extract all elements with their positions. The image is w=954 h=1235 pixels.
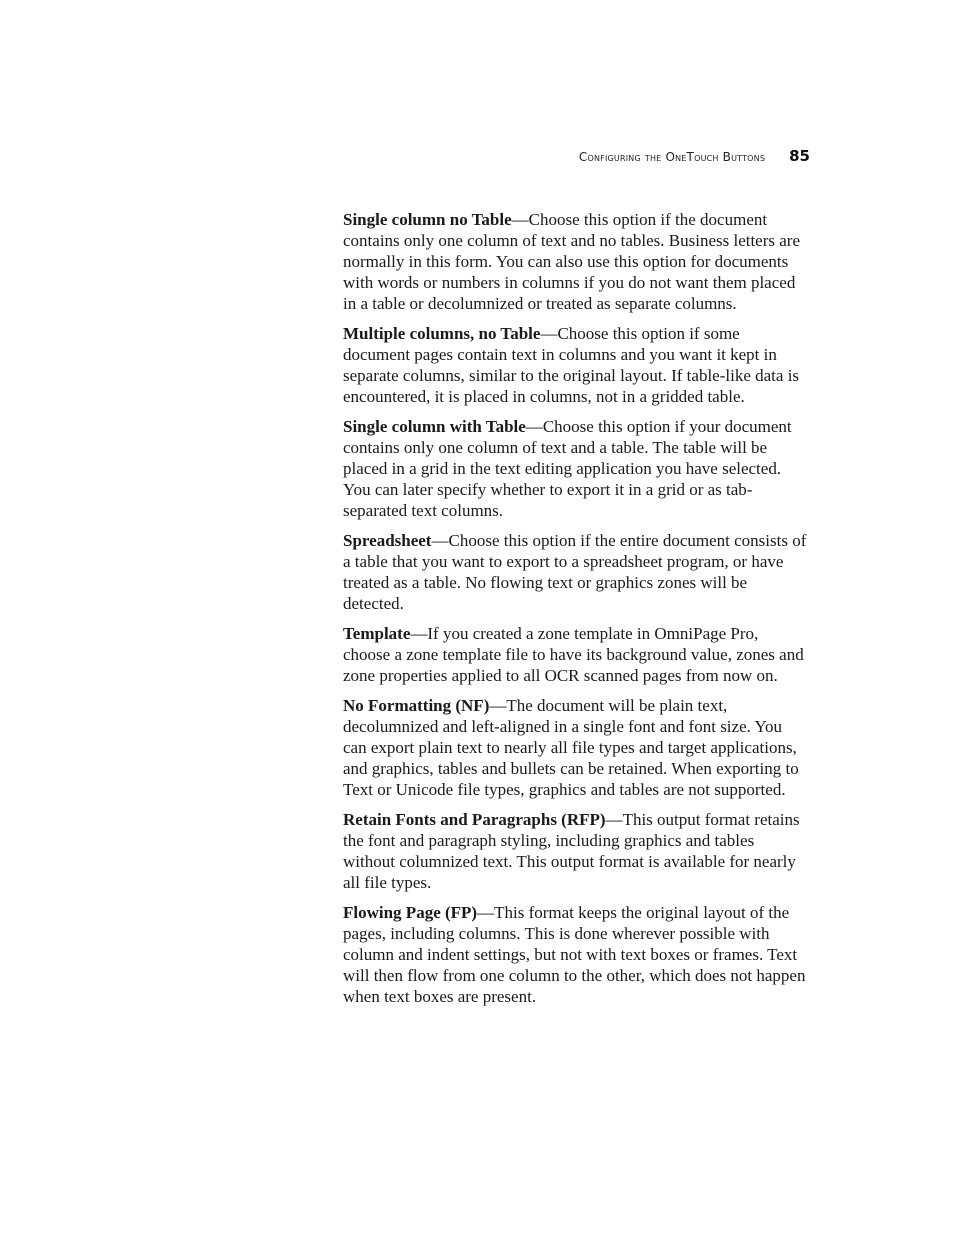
option-description: —This format keeps the original layout of the pages, including columns. This is done wherever possible with column and indent settings, but not with text boxes or frames. Text will then flow from one column to the other, which does not happen when text boxes are present.: [343, 903, 806, 1006]
option-entry-spreadsheet: [343, 530, 809, 614]
option-entry-no-formatting: [343, 695, 809, 800]
option-term: No Formatting (NF): [343, 696, 490, 715]
option-term: Multiple columns, no Table: [343, 324, 541, 343]
option-description: —The document will be plain text, decolumnized and left-aligned in a single font and font size. You can export plain text to nearly all file types and target applications, and graphics, tables and bullets can be retained. When exporting to Text or Unicode file types, graphics and tables are not supported.: [343, 696, 799, 799]
option-entry-flowing-page: [343, 902, 809, 1007]
option-description: —Choose this option if your document contains only one column of text and a table. The table will be placed in a grid in the text editing application you have selected. You can later specify whether to export it in a grid or as tab-separated text columns.: [343, 417, 792, 520]
option-list: [343, 209, 809, 1016]
option-entry-single-column-with-table: [343, 416, 809, 521]
option-term: Single column with Table: [343, 417, 526, 436]
option-entry-template: [343, 623, 809, 686]
option-entry-retain-fonts-paragraphs: [343, 809, 809, 893]
option-term: Spreadsheet: [343, 531, 432, 550]
option-term: Template: [343, 624, 411, 643]
option-description: —Choose this option if the entire document consists of a table that you want to export to a spreadsheet program, or have treated as a table. No flowing text or graphics zones will be detected.: [343, 531, 807, 613]
running-header: [480, 147, 810, 169]
option-description: —Choose this option if some document pages contain text in columns and you want it kept in separate columns, similar to the original layout. If table-like data is encountered, it is placed in columns, not in a gridded table.: [343, 324, 800, 406]
option-term: Single column no Table: [343, 210, 512, 229]
page-number: 85: [789, 147, 810, 165]
option-description: —This output format retains the font and paragraph styling, including graphics and tables without columnized text. This output format is available for nearly all file types.: [343, 810, 800, 892]
chapter-title: Configuring the OneTouch Buttons: [578, 150, 766, 164]
option-description: —Choose this option if the document contains only one column of text and no tables. Business letters are normally in this form. You can also use this option for documents with words or numbers in columns if you do not want them placed in a table or decolumnized or treated as separate columns.: [343, 210, 801, 313]
option-entry-single-column-no-table: [343, 209, 809, 314]
option-term: Retain Fonts and Paragraphs (RFP): [343, 810, 606, 829]
option-entry-multiple-columns-no-table: [343, 323, 809, 407]
option-term: Flowing Page (FP): [343, 903, 478, 922]
option-description: —If you created a zone template in OmniPage Pro, choose a zone template file to have its background value, zones and zone properties applied to all OCR scanned pages from now on.: [343, 624, 804, 685]
